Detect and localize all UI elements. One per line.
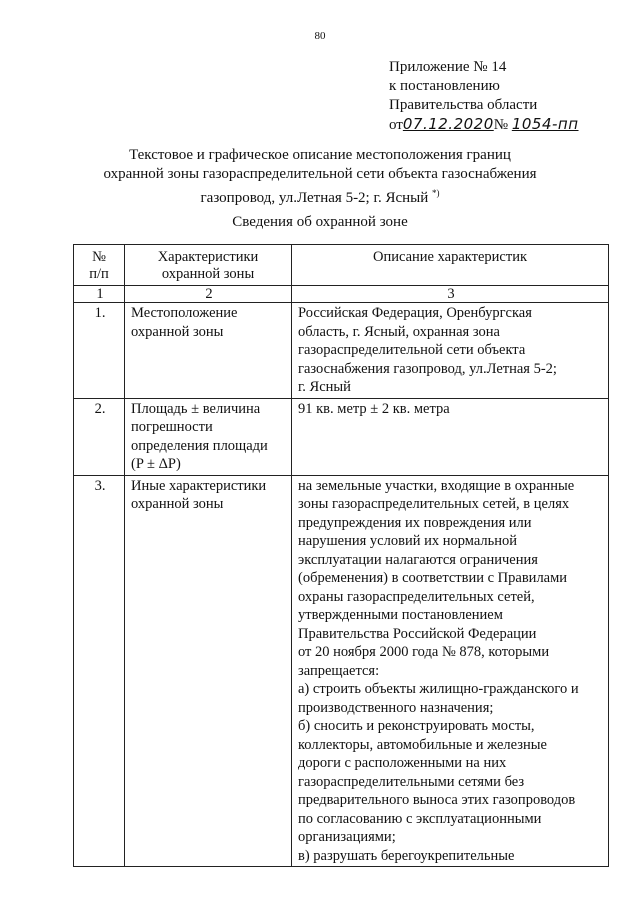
appendix-block — [389, 58, 579, 135]
appendix-title: Приложение № 14 — [389, 59, 507, 75]
date-prefix: от — [389, 117, 403, 133]
title-line-2: охранной зоны газораспределительной сети объекта газоснабжения — [103, 166, 537, 182]
handwritten-number: 1054-пп — [511, 115, 579, 133]
row-number: 2. — [74, 398, 125, 475]
row-characteristic: Местоположение охранной зоны — [125, 303, 292, 399]
protection-zone-table — [73, 244, 609, 867]
title-line-1: Текстовое и графическое описание местоположения границ — [129, 147, 511, 163]
header-description: Описание характеристик — [292, 245, 609, 286]
row-characteristic: Площадь ± величина погрешности определения площади (P ± ΔP) — [125, 398, 292, 475]
table-row — [74, 303, 609, 399]
page-number: 80 — [314, 30, 326, 42]
number-sign: № — [493, 117, 509, 133]
row-description: 91 кв. метр ± 2 кв. метра — [292, 398, 609, 475]
appendix-line-2: к постановлению — [389, 78, 500, 94]
column-number: 2 — [125, 286, 292, 303]
table-row — [74, 398, 609, 475]
column-number: 1 — [74, 286, 125, 303]
section-title: Сведения об охранной зоне — [232, 214, 408, 230]
row-number: 1. — [74, 303, 125, 399]
footnote-mark: *) — [431, 188, 440, 198]
header-characteristic: Характеристики охранной зоны — [125, 245, 292, 286]
column-number-row — [74, 286, 609, 303]
document-title — [90, 146, 550, 208]
header-num: № п/п — [74, 245, 125, 286]
handwritten-date: 07.12.2020 — [402, 115, 494, 133]
table-header-row — [74, 245, 609, 286]
row-characteristic: Иные характеристики охранной зоны — [125, 475, 292, 866]
appendix-line-3: Правительства области — [389, 97, 538, 113]
title-line-3: газопровод, ул.Летная 5-2; г. Ясный *) — [200, 188, 440, 206]
appendix-date-line — [389, 115, 579, 135]
row-number: 3. — [74, 475, 125, 866]
row-description: на земельные участки, входящие в охранные зоны газораспределительных сетей, в целях предупреждения их повреждения или нарушения условий их нормальной эксплуатации налагаются ограничения (обременения) в соответствии с Правилами охраны газораспределительных сетей, утвержденными постановлением Правительства Российской Федерации от 20 ноября 2000 года № 878, которыми запрещается: а) строить объекты жилищно-гражданского и производственного назначения; б) сносить и реконструировать мосты, коллекторы, автомобильные и железные дороги с расположенными на них газораспределительными сетями без предварительного выноса этих газопроводов по согласованию с эксплуатационными организациями; в) разрушать берегоукрепительные — [292, 475, 609, 866]
row-description: Российская Федерация, Оренбургская область, г. Ясный, охранная зона газораспределительной сети объекта газоснабжения газопровод, ул.Летная 5-2; г. Ясный — [292, 303, 609, 399]
table-row — [74, 475, 609, 866]
column-number: 3 — [292, 286, 609, 303]
